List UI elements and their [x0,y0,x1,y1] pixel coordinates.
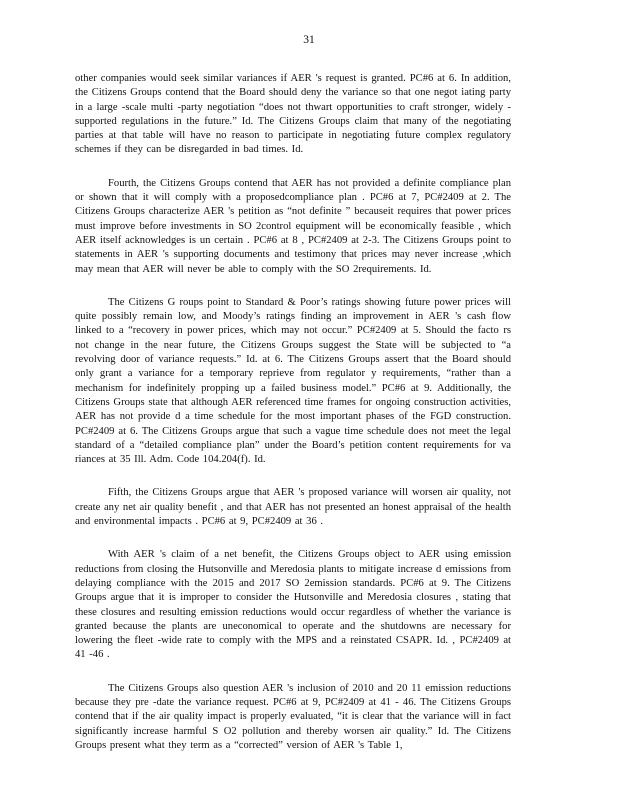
paragraph-ratings: The Citizens G roups point to Standard & Poor’s ratings showing future power prices will quite possibly remain low, and Moody’s ratings finding an improvement in AER 's cash flow linked to a “recovery in power prices, which may not occur.” PC#2409 at 5. Should the facto rs not change in the near future, the Citizens Groups suggest the State will be subjected to “a revolving door of variance requests.” Id. at 6. The Citizens Groups assert that the Board should only grant a variance for a temporary reprieve from regulator y requirements, “rather than a mechanism for indefinitely propping up a failed business model.” PC#6 at 9. Additionally, the Citizens Groups state that although AER referenced time frames for ongoing construction activities, AER has not provide d a time schedule for the most important phases of the FGD construction. PC#2409 at 6. The Citizens Groups argue that such a vague time schedule does not meet the legal standard of a “detailed compliance plan” under the Board’s petition content requirements for va riances at 35 Ill. Adm. Code 104.204(f). Id. [75,296,511,466]
paragraph-continuation: other companies would seek similar variances if AER 's request is granted. PC#6 at 6. In addition, the Citizens Groups contend that the Board should deny the variance so that one negot iating party in a large -scale multi -party negotiation “does not thwart opportunities to craft stronger, widely -supported regulations in the future.” Id. The Citizens Groups claim that many of the negotiating parties at that table will have no reason to participate in negotiating future complex regulatory schemes if they can be disregarded in bad times. Id. [75,73,511,156]
paragraph-net-benefit: With AER 's claim of a net benefit, the Citizens Groups object to AER using emission reductions from closing the Hutsonville and Meredosia plants to mitigate increase d emissions from delaying compliance with the 2015 and 2017 SO 2emission standards. PC#6 at 9. The Citizens Groups argue that it is improper to consider the Hutsonville and Meredosia closures , stating that these closures and resulting emission reductions would occur regardless of whether the variance is granted because the plants are uneconomical to operate and the shutdowns are necessary for lowering the fleet -wide rate to comply with the MPS and a reinstated CSAPR. Id. , PC#2409 at 41 -46 . [75,549,511,661]
document-body [75,72,511,772]
paragraph-emission-reductions: The Citizens Groups also question AER 's inclusion of 2010 and 20 11 emission reductions because they pre -date the variance request. PC#6 at 9, PC#2409 at 41 - 46. The Citizens Groups contend that if the air quality impact is properly evaluated, “it is clear that the variance will in fact significantly increase harmful S O2 pollution and thereby worsen air quality.” Id. The Citizens Groups present what they term as a “corrected” version of AER 's Table 1, [75,682,511,751]
paragraph-fourth-argument: Fourth, the Citizens Groups contend that AER has not provided a definite compliance plan or shown that it will comply with a proposedcompliance plan . PC#6 at 7, PC#2409 at 2. The Citizens Groups characterize AER 's petition as “not definite ” becauseit requires that power prices must improve before investments in SO 2control equipment will be economically feasible , which AER itself acknowledges is un certain . PC#6 at 8 , PC#2409 at 2-3. The Citizens Groups point to statements in AER 's supporting documents and testimony that prices may never increase ,which may mean that AER will never be able to comply with the SO 2requirements. Id. [75,177,511,275]
paragraph-fifth-argument: Fifth, the Citizens Groups argue that AER 's proposed variance will worsen air quality, not create any net air quality benefit , and that AER has not presented an honest appraisal of the health and environmental impacts . PC#6 at 9, PC#2409 at 36 . [75,487,511,528]
page-number: 31 [303,34,315,46]
